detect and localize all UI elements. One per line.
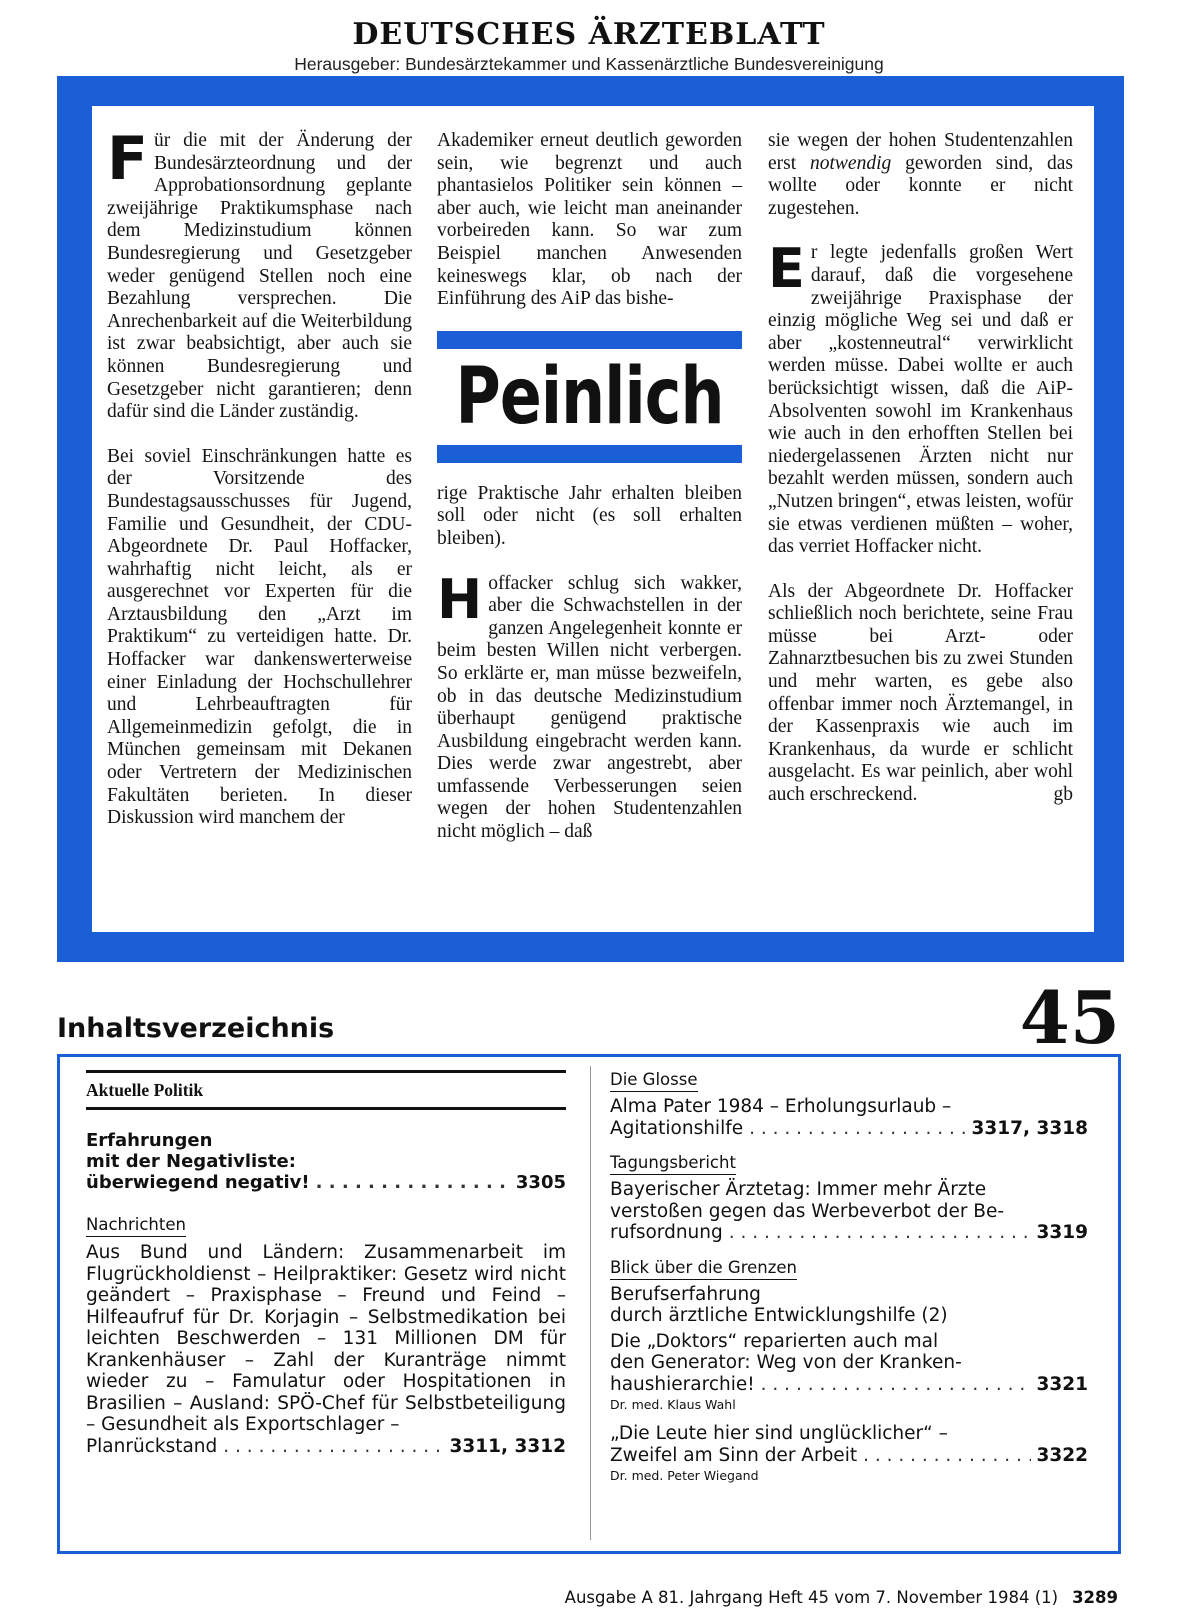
article-paragraph: Akademiker erneut deutlich geworden sein, wie begrenzt und auch phantasielos Politiker sein können – aber auch, wie leicht man aneinander vorbeireden kann. So war zum Beispiel manchen Anwesenden keineswegs klar, ob nach der Einführung des AiP das bishe-: [437, 130, 742, 310]
entry-text: Berufserfahrung: [610, 1283, 761, 1305]
emphasis-text: notwendig: [810, 152, 892, 174]
entry-line: [610, 1445, 1088, 1467]
journal-title: DEUTSCHES ÄRZTEBLATT: [352, 17, 826, 52]
issue-number: 45: [1019, 975, 1120, 1060]
entry-author: Dr. med. Peter Wiegand: [610, 1468, 759, 1483]
entry-text: Bayerischer Ärztetag: Immer mehr Ärzte: [610, 1179, 987, 1200]
toc-divider: [590, 1066, 591, 1540]
entry-text: Zweifel am Sinn der Arbeit: [610, 1444, 858, 1466]
paragraph-text: r legte jedenfalls großen Wert darauf, daß die vorgesehene zweijährige Praxisphase der einzig mögliche Weg sei und daß er aber „kostenneutral“ verwirklicht werden müsse. Dabei wollte er auch berücksichtigt wissen, daß die AiP-Absolventen sowohl im Krankenhaus wie auch in den erhofften Stellen bei niedergelassenen Ärzten nicht nur bezahlt werden müssen, sondern auch „Nutzen bringen“, etwas leisten, wofür sie etwas verdienen müßten – woher, das verriet Hoffacker nicht.: [768, 242, 1073, 558]
drop-cap: E: [768, 237, 805, 301]
entry-line: [610, 1118, 1088, 1140]
entry-line: [610, 1374, 1088, 1396]
article-paragraph: Bei soviel Einschränkungen hatte es der Vorsitzende des Bundestagsausschusses für Jugend, Familie und Gesundheit, der CDU-Abgeordnete Dr. Paul Hoffacker, wahrhaftig nicht leicht, als er ausgerechnet vor Experten für die Arztausbildung den „Arzt im Praktikum“ zu verteidigen hatte. Dr. Hoffacker war dankenswerterweise einer Einladung der Hochschullehrer und Lehrbeauftragten für Allgemeinmedizin gefolgt, die in München gemeinsam mit Dekanen oder Vertretern der Medizinischen Fakultäten berieten. In dieser Diskussion wird manchem der: [107, 445, 412, 829]
toc-entry-news[interactable]: [86, 1242, 566, 1457]
dot-leader: [761, 1374, 1031, 1396]
toc-entry-glosse[interactable]: [610, 1096, 1088, 1139]
section-label: Nachrichten: [86, 1215, 186, 1237]
drop-cap: H: [437, 567, 483, 631]
page-footer: [565, 1588, 1118, 1607]
entry-title: mit der Negativliste:: [86, 1151, 296, 1172]
entry-line: [86, 1436, 566, 1458]
page-number-footer: 3289: [1072, 1588, 1118, 1607]
page-number: 3319: [1036, 1222, 1088, 1243]
dot-leader: [749, 1118, 965, 1140]
page-number: 3317, 3318: [971, 1117, 1088, 1139]
article-column-3: [768, 130, 1073, 807]
entry-text: Aus Bund und Ländern: Zusammenarbeit im Flugrückholdienst – Heilpraktiker: Gesetz wird nicht geändert – Praxisphase – Freund und Feind – Hilfeaufruf für Dr. Korjagin – Selbstmedikation bei leichten Beschwerden – 131 Millionen DM für Krankenhäuser – Zahl der Kuranträge nimmt wieder zu – Famulatur oder Hospitationen in Brasilien – Ausland: SPÖ-Chef für Selbstbeteiligung – Gesundheit als Exportschlager –: [86, 1242, 566, 1435]
dot-leader: [223, 1436, 443, 1458]
headline-bar-bottom: [437, 445, 742, 463]
headline-box: [437, 331, 742, 463]
entry-text: Agitationshilfe: [610, 1117, 744, 1139]
entry-text: rufsordnung: [610, 1222, 723, 1243]
entry-text: Die „Doktors“ reparierten auch mal: [610, 1330, 939, 1352]
entry-line: [610, 1222, 1088, 1244]
entry-text: „Die Leute hier sind unglücklicher“ –: [610, 1423, 948, 1444]
entry-text: verstoßen gegen das Werbeverbot der Be-: [610, 1200, 1005, 1222]
toc-entry-blick[interactable]: [610, 1284, 1088, 1414]
toc-heading: Inhaltsverzeichnis: [57, 1013, 335, 1044]
publisher-line: Herausgeber: Bundesärztekammer und Kassenärztliche Bundesvereinigung: [294, 54, 884, 74]
toc-right-column: [610, 1070, 1088, 1484]
page-number: 3305: [515, 1172, 566, 1193]
dot-leader: [316, 1172, 510, 1193]
toc-left-column: [86, 1070, 566, 1457]
entry-title: Erfahrungen: [86, 1130, 213, 1151]
article-paragraph: [437, 567, 742, 844]
toc-entry-tagung[interactable]: [610, 1179, 1088, 1244]
page-number: 3311, 3312: [449, 1435, 566, 1457]
entry-text: Alma Pater 1984 – Erholungsurlaub –: [610, 1096, 952, 1117]
article-paragraph: [107, 124, 412, 424]
section-rule: [86, 1070, 566, 1073]
entry-text: haushierarchie!: [610, 1373, 755, 1395]
masthead: [0, 18, 1178, 75]
author-signature: gb: [1053, 784, 1073, 806]
section-label: Die Glosse: [610, 1070, 698, 1092]
paragraph-text: geworden sind, das wollte oder konnte er nicht zugestehen.: [768, 152, 1074, 219]
section-label: Tagungsbericht: [610, 1153, 736, 1175]
article-column-2: [437, 130, 742, 844]
entry-text: den Generator: Weg von der Kranken-: [610, 1352, 962, 1373]
article-paragraph: [768, 581, 1073, 807]
article-paragraph: rige Praktische Jahr erhalten bleiben soll oder nicht (es soll erhalten bleiben).: [437, 482, 742, 549]
entry-text: Planrückstand: [86, 1435, 218, 1457]
paragraph-text: sie wegen der hohen Studentenzahlen erst: [768, 130, 1073, 174]
headline-bar-top: [437, 331, 742, 349]
dot-leader: [863, 1445, 1030, 1467]
section-label: Blick über die Grenzen: [610, 1258, 797, 1280]
page-number: 3322: [1036, 1444, 1088, 1466]
dot-leader: [729, 1222, 1031, 1244]
page-number: 3321: [1036, 1373, 1088, 1395]
entry-title: überwiegend negativ!: [86, 1172, 310, 1193]
toc-entry-leute[interactable]: [610, 1423, 1088, 1484]
paragraph-text: offacker schlug sich wakker, aber die Schwachstellen in der ganzen Angelegenheit konnte er beim besten Willen nicht verbergen. So erklärte er, man müsse bezweifeln, ob in das deutsche Medizinstudium überhaupt genügend praktische Ausbildung eingebracht werden kann. Dies werde zwar angestrebt, aber umfassende Verbesserungen seien wegen der hohen Studentenzahlen nicht möglich – daß: [437, 572, 742, 843]
paragraph-text: Als der Abgeordnete Dr. Hoffacker schließlich noch berichtete, seine Frau müsse bei Arzt- oder Zahnarztbesuchen bis zu zwei Stunden und mehr warten, es gebe also offenbar immer noch Ärztemangel, in der Kassenpraxis wie auch im Krankenhaus, da wurde er schlicht ausgelacht. Es war peinlich, aber wohl auch erschreckend.: [768, 580, 1073, 806]
paragraph-text: ür die mit der Änderung der Bundesärzteordnung und der Approbationsordnung geplante zweijährige Praktikumsphase nach dem Medizinstudium können Bundesregierung und Gesetzgeber weder genügend Stellen noch eine Bezahlung versprechen. Die Anrechenbarkeit auf die Weiterbildung ist zwar beabsichtigt, aber auch sie können Bundesregierung und Gesetzgeber nicht garantieren; denn dafür sind die Länder zuständig.: [107, 130, 412, 423]
entry-text: durch ärztliche Entwicklungshilfe (2): [610, 1305, 948, 1326]
edition-info: Ausgabe A 81. Jahrgang Heft 45 vom 7. November 1984 (1): [564, 1588, 1059, 1607]
article-column-1: [107, 124, 412, 830]
section-rule: [86, 1107, 566, 1110]
toc-entry-lead[interactable]: [86, 1130, 566, 1193]
article-paragraph: [768, 130, 1073, 220]
entry-author: Dr. med. Klaus Wahl: [610, 1397, 736, 1412]
article-paragraph: [768, 237, 1073, 558]
entry-line: [86, 1172, 566, 1193]
drop-cap: F: [107, 124, 148, 194]
section-title: Aktuelle Politik: [86, 1080, 204, 1100]
article-headline: Peinlich: [455, 351, 724, 442]
